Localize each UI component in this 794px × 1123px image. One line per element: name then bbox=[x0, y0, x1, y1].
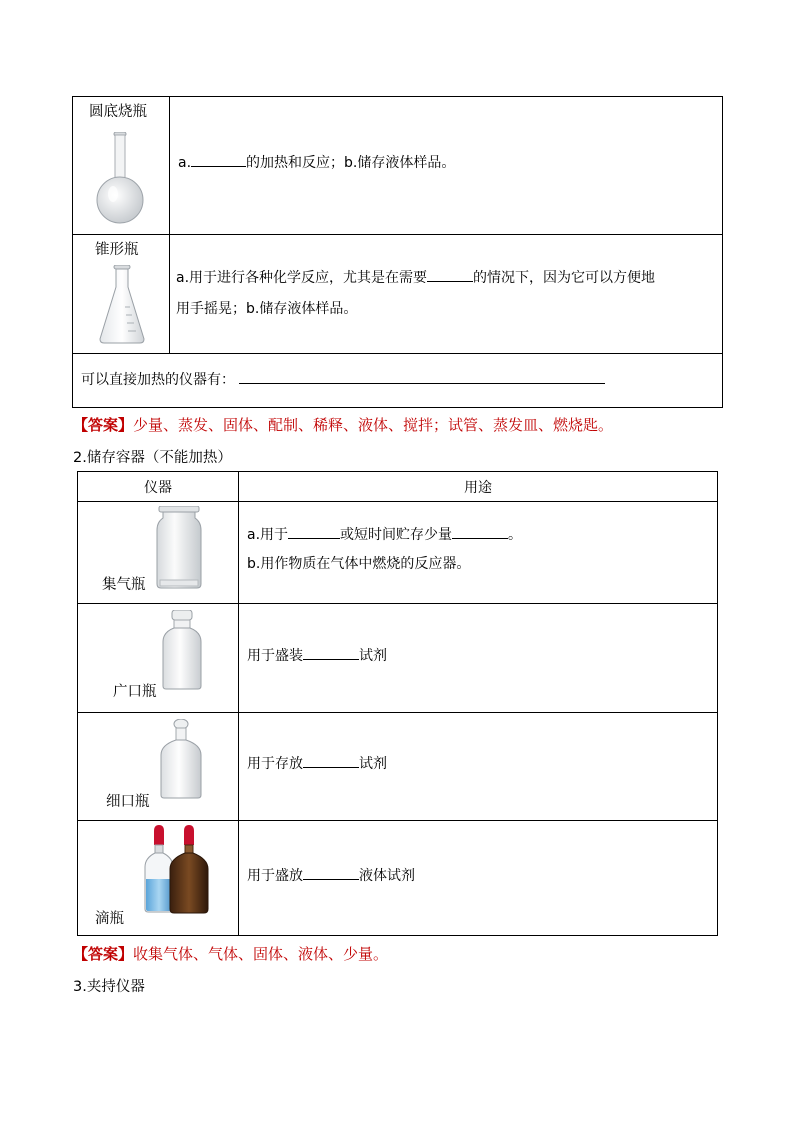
table-row bbox=[78, 502, 718, 604]
fill-blank bbox=[452, 524, 508, 539]
usage-suffix: 试剂 bbox=[359, 648, 387, 664]
table-row bbox=[78, 604, 718, 713]
section-2-title: 2.储存容器（不能加热） bbox=[73, 450, 232, 466]
instrument-name: 滴瓶 bbox=[95, 911, 124, 927]
fill-blank bbox=[288, 524, 340, 539]
table-row bbox=[73, 97, 723, 235]
answer-text: 少量、蒸发、固体、配制、稀释、液体、搅拌；试管、蒸发皿、燃烧匙。 bbox=[133, 416, 614, 434]
fill-blank bbox=[239, 369, 605, 384]
fill-blank bbox=[191, 152, 246, 167]
dropper-bottle-image bbox=[142, 825, 212, 917]
header-usage: 用途 bbox=[239, 472, 718, 502]
fill-blank bbox=[303, 753, 359, 768]
direct-heating-label: 可以直接加热的仪器有： bbox=[81, 372, 235, 388]
usage-prefix: 用于盛装 bbox=[247, 648, 303, 664]
instrument-name: 锥形瓶 bbox=[95, 242, 139, 258]
usage-line-2: 用手摇晃；b.储存液体样品。 bbox=[176, 301, 358, 317]
instrument-table-2 bbox=[77, 471, 718, 936]
usage-line-b: b.用作物质在气体中燃烧的反应器。 bbox=[247, 556, 471, 572]
answer-line-2 bbox=[73, 943, 388, 964]
table-row bbox=[73, 235, 723, 354]
usage-line-1-suffix: 的情况下，因为它可以方便地 bbox=[473, 270, 656, 286]
fill-blank bbox=[427, 267, 473, 282]
fill-blank bbox=[303, 865, 359, 880]
answer-text: 收集气体、气体、固体、液体、少量。 bbox=[133, 945, 389, 963]
usage-line-a-mid: 或短时间贮存少量 bbox=[340, 527, 453, 543]
usage-line-a-prefix: a.用于 bbox=[247, 527, 289, 543]
instrument-cell bbox=[73, 97, 170, 235]
table-row bbox=[78, 821, 718, 936]
narrow-mouth-bottle-image bbox=[160, 719, 202, 799]
instrument-name: 圆底烧瓶 bbox=[89, 104, 147, 120]
instrument-cell bbox=[78, 502, 239, 604]
usage-line-a-end: 。 bbox=[508, 527, 523, 543]
instrument-name: 广口瓶 bbox=[113, 684, 157, 700]
wide-mouth-bottle-image bbox=[162, 610, 202, 690]
instrument-table-1 bbox=[72, 96, 723, 408]
header-instrument: 仪器 bbox=[78, 472, 239, 502]
usage-cell bbox=[239, 502, 718, 604]
erlenmeyer-flask-image bbox=[97, 265, 147, 345]
gas-collecting-bottle-image bbox=[156, 506, 202, 590]
usage-suffix: 液体试剂 bbox=[359, 868, 415, 884]
answer-tag: 【答案】 bbox=[73, 945, 134, 963]
round-bottom-flask-image bbox=[95, 132, 145, 224]
table-row bbox=[73, 354, 723, 408]
usage-suffix: 试剂 bbox=[359, 756, 387, 772]
usage-line-1-prefix: a.用于进行各种化学反应，尤其是在需要 bbox=[176, 270, 428, 286]
instrument-cell bbox=[78, 821, 239, 936]
usage-line-a bbox=[247, 521, 717, 550]
instrument-cell bbox=[78, 713, 239, 821]
instrument-name: 集气瓶 bbox=[102, 577, 146, 593]
usage-prefix: a. bbox=[178, 155, 192, 171]
usage-prefix: 用于存放 bbox=[247, 756, 303, 772]
usage-cell bbox=[239, 604, 718, 713]
usage-line-1 bbox=[176, 263, 722, 294]
fill-blank bbox=[303, 645, 359, 660]
instrument-name: 细口瓶 bbox=[106, 794, 150, 810]
usage-cell bbox=[239, 713, 718, 821]
instrument-cell bbox=[78, 604, 239, 713]
answer-line-1 bbox=[73, 414, 613, 435]
answer-tag: 【答案】 bbox=[73, 416, 134, 434]
usage-cell bbox=[239, 821, 718, 936]
usage-cell bbox=[170, 97, 723, 235]
table-header-row bbox=[78, 472, 718, 502]
usage-suffix: 的加热和反应；b.储存液体样品。 bbox=[246, 155, 456, 171]
instrument-cell bbox=[73, 235, 170, 354]
table-row bbox=[78, 713, 718, 821]
section-3-title: 3.夹持仪器 bbox=[73, 979, 145, 995]
direct-heating-cell bbox=[73, 354, 723, 408]
usage-cell bbox=[170, 235, 723, 354]
usage-prefix: 用于盛放 bbox=[247, 868, 303, 884]
